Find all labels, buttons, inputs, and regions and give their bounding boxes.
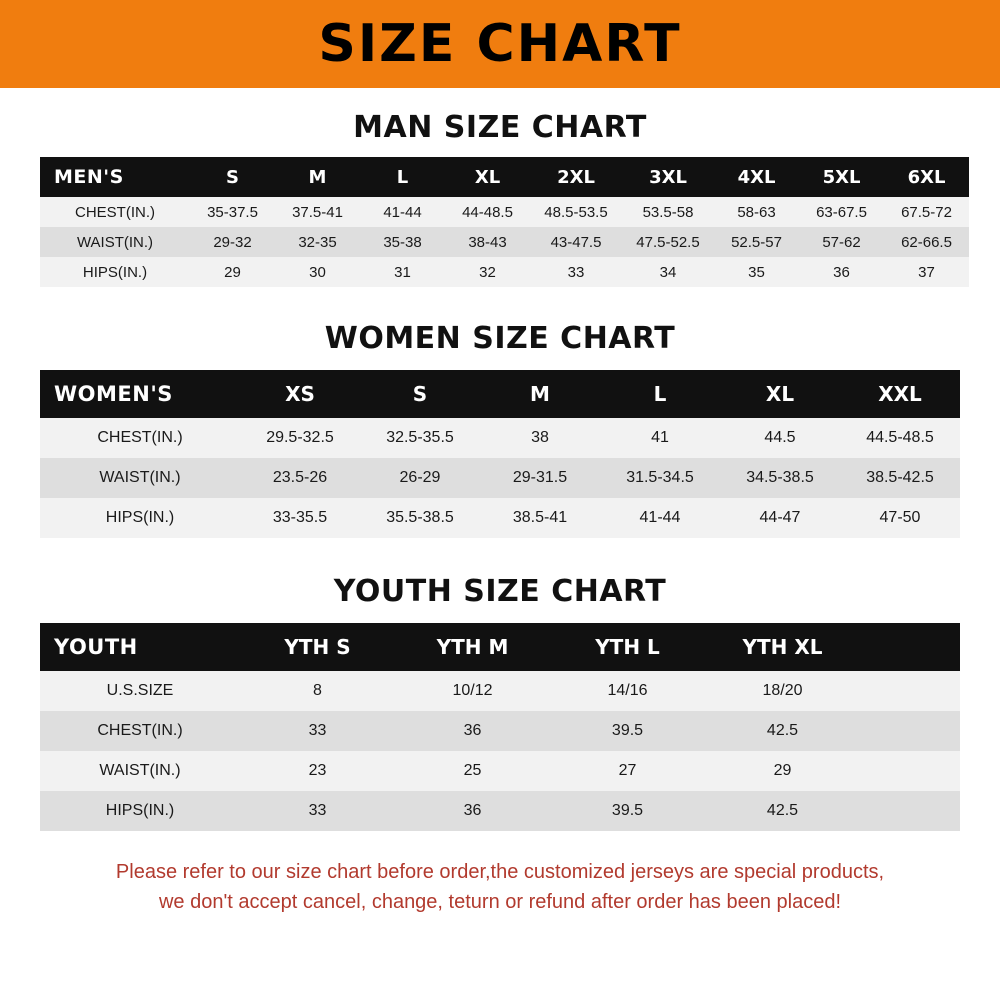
cell: 36 bbox=[833, 263, 850, 281]
section-title-man: MAN SIZE CHART bbox=[353, 110, 647, 145]
cell: 39.5 bbox=[611, 722, 644, 739]
col-header-3xl: 3XL bbox=[649, 166, 687, 188]
col-header-6xl: 6XL bbox=[907, 166, 946, 188]
table-row bbox=[40, 751, 960, 791]
cell: 53.5-58 bbox=[642, 203, 694, 221]
col-header-yth-s: YTH S bbox=[284, 635, 351, 659]
cell: 41-44 bbox=[383, 203, 422, 221]
col-header-spacer bbox=[860, 623, 960, 671]
cell: 35-37.5 bbox=[207, 203, 258, 221]
cell: 44-48.5 bbox=[462, 203, 513, 221]
col-header-4xl: 4XL bbox=[737, 166, 776, 188]
col-header-l: L bbox=[396, 166, 409, 188]
page-title: SIZE CHART bbox=[318, 14, 682, 74]
cell: 34 bbox=[659, 263, 677, 281]
col-header-yth-m: YTH M bbox=[436, 635, 509, 659]
cell: 44.5 bbox=[764, 429, 796, 446]
cell: 8 bbox=[313, 682, 322, 699]
cell: 33 bbox=[308, 802, 327, 819]
cell: 32.5-35.5 bbox=[386, 429, 454, 446]
col-header-xxl: XXL bbox=[878, 382, 922, 406]
cell: 38-43 bbox=[468, 233, 507, 251]
row-label: WAIST(IN.) bbox=[76, 233, 154, 251]
row-label: CHEST(IN.) bbox=[97, 429, 183, 446]
table-row bbox=[40, 197, 969, 227]
cell: 37.5-41 bbox=[292, 203, 343, 221]
row-label: WAIST(IN.) bbox=[99, 469, 181, 486]
table-row bbox=[40, 671, 960, 711]
cell: 62-66.5 bbox=[901, 233, 952, 251]
cell: 44.5-48.5 bbox=[866, 429, 934, 446]
row-label: HIPS(IN.) bbox=[105, 802, 175, 819]
cell: 29-32 bbox=[213, 233, 252, 251]
col-header-s: S bbox=[412, 382, 428, 406]
row-label: CHEST(IN.) bbox=[75, 203, 155, 221]
cell: 36 bbox=[463, 802, 482, 819]
cell: 42.5 bbox=[766, 722, 799, 739]
table-row bbox=[40, 257, 969, 287]
cell: 10/12 bbox=[452, 682, 493, 699]
section-women-size-chart bbox=[40, 321, 960, 538]
table-row bbox=[40, 227, 969, 257]
cell: 43-47.5 bbox=[550, 233, 602, 251]
col-header-xl: XL bbox=[765, 382, 795, 406]
cell: 32 bbox=[479, 263, 496, 281]
table-man bbox=[40, 157, 969, 287]
col-header-youth: YOUTH bbox=[54, 635, 138, 659]
cell: 27 bbox=[618, 762, 637, 779]
col-header-m: M bbox=[308, 166, 327, 188]
cell: 33 bbox=[567, 263, 585, 281]
cell: 31 bbox=[394, 263, 411, 281]
cell: 47.5-52.5 bbox=[636, 233, 700, 251]
cell: 47-50 bbox=[879, 509, 921, 526]
cell: 26-29 bbox=[399, 469, 441, 486]
table-row bbox=[40, 498, 960, 538]
cell: 33 bbox=[308, 722, 327, 739]
cell: 25 bbox=[463, 762, 482, 779]
col-header-yth-xl: YTH XL bbox=[742, 635, 823, 659]
row-label: WAIST(IN.) bbox=[99, 762, 181, 779]
row-label: CHEST(IN.) bbox=[97, 722, 183, 739]
cell: 38.5-41 bbox=[512, 509, 568, 526]
header-banner bbox=[0, 0, 1000, 88]
cell: 48.5-53.5 bbox=[544, 203, 608, 221]
cell-spacer bbox=[860, 751, 960, 791]
cell: 23 bbox=[308, 762, 327, 779]
col-header-l: L bbox=[653, 382, 667, 406]
cell: 35.5-38.5 bbox=[386, 509, 454, 526]
cell: 14/16 bbox=[607, 682, 648, 699]
cell: 38.5-42.5 bbox=[866, 469, 934, 486]
cell: 67.5-72 bbox=[901, 203, 952, 221]
cell: 41 bbox=[651, 429, 669, 446]
table-youth bbox=[40, 623, 960, 831]
col-header-xs: XS bbox=[285, 382, 315, 406]
table-header-row bbox=[40, 623, 960, 671]
cell: 29 bbox=[224, 263, 241, 281]
col-header-s: S bbox=[226, 166, 239, 188]
cell: 52.5-57 bbox=[731, 233, 782, 251]
table-row bbox=[40, 458, 960, 498]
col-header-womens: WOMEN'S bbox=[54, 382, 173, 406]
table-header-row bbox=[40, 370, 960, 418]
col-header-yth-l: YTH L bbox=[595, 635, 660, 659]
col-header-mens: MEN'S bbox=[54, 166, 124, 188]
cell: 36 bbox=[463, 722, 482, 739]
cell-spacer bbox=[860, 671, 960, 711]
table-women bbox=[40, 370, 960, 538]
footer-note-line-1: Please refer to our size chart before order,the customized jerseys are special products, bbox=[115, 861, 885, 883]
cell: 23.5-26 bbox=[272, 469, 328, 486]
section-title-youth: YOUTH SIZE CHART bbox=[333, 574, 667, 609]
table-row bbox=[40, 791, 960, 831]
cell: 18/20 bbox=[762, 682, 803, 699]
cell: 42.5 bbox=[766, 802, 799, 819]
col-header-xl: XL bbox=[474, 166, 501, 188]
cell: 29 bbox=[773, 762, 792, 779]
section-youth-size-chart bbox=[40, 574, 960, 831]
section-man-size-chart bbox=[40, 110, 960, 287]
table-header-row bbox=[40, 157, 969, 197]
cell: 39.5 bbox=[611, 802, 644, 819]
cell: 57-62 bbox=[822, 233, 861, 251]
cell: 32-35 bbox=[298, 233, 337, 251]
table-row bbox=[40, 418, 960, 458]
col-header-m: M bbox=[530, 382, 550, 406]
cell: 35-38 bbox=[383, 233, 422, 251]
row-label: HIPS(IN.) bbox=[82, 263, 148, 281]
cell: 35 bbox=[748, 263, 765, 281]
cell: 30 bbox=[309, 263, 326, 281]
col-header-2xl: 2XL bbox=[557, 166, 595, 188]
cell: 44-47 bbox=[759, 509, 801, 526]
table-row bbox=[40, 711, 960, 751]
cell: 33-35.5 bbox=[272, 509, 328, 526]
section-title-women: WOMEN SIZE CHART bbox=[324, 321, 676, 356]
cell: 58-63 bbox=[737, 203, 776, 221]
cell-spacer bbox=[860, 791, 960, 831]
cell: 29-31.5 bbox=[512, 469, 568, 486]
cell: 63-67.5 bbox=[816, 203, 867, 221]
row-label: HIPS(IN.) bbox=[105, 509, 175, 526]
cell: 34.5-38.5 bbox=[746, 469, 814, 486]
cell: 37 bbox=[918, 263, 935, 281]
row-label: U.S.SIZE bbox=[106, 682, 174, 699]
cell: 38 bbox=[531, 429, 549, 446]
footer-note-line-2: we don't accept cancel, change, teturn or refund after order has been placed! bbox=[158, 891, 842, 913]
cell-spacer bbox=[860, 711, 960, 751]
col-header-5xl: 5XL bbox=[822, 166, 861, 188]
cell: 31.5-34.5 bbox=[626, 469, 694, 486]
footer-note bbox=[25, 857, 975, 917]
cell: 41-44 bbox=[639, 509, 681, 526]
cell: 29.5-32.5 bbox=[266, 429, 334, 446]
